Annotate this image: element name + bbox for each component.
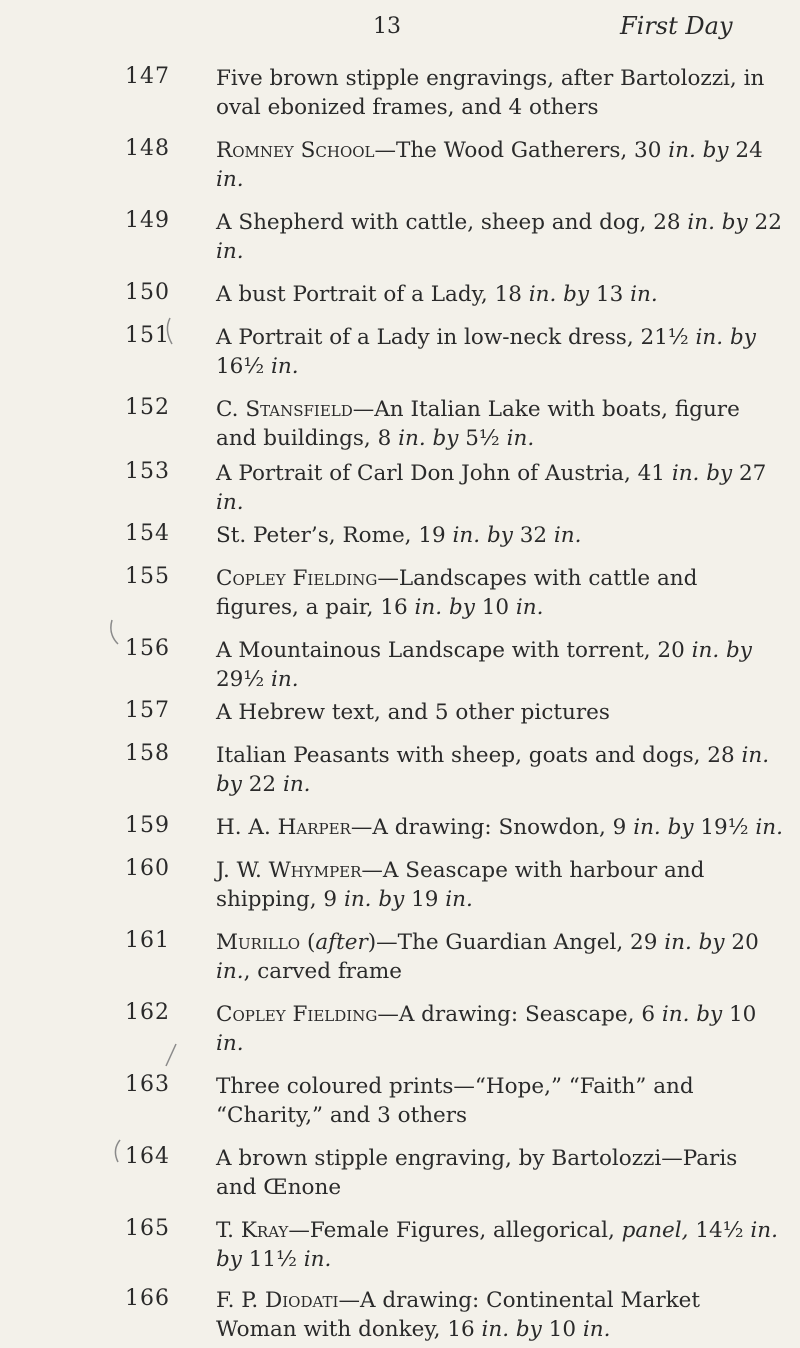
description-text: in. by: [687, 210, 748, 235]
description-text: Romney School: [216, 138, 375, 163]
description-text: —A drawing: Continental Market Woman with donkey, 16: [216, 1288, 700, 1342]
running-title: First Day: [620, 12, 733, 40]
description-text: 22: [747, 210, 782, 235]
lot-entry: [0, 1216, 800, 1274]
description-text: F. P. Diodati: [216, 1288, 339, 1313]
description-text: in.: [216, 959, 244, 984]
description-text: in.: [445, 887, 473, 912]
description-text: A Hebrew text, and 5 other pictures: [216, 700, 610, 725]
lot-number: 147: [125, 64, 170, 89]
description-text: 24: [728, 138, 763, 163]
description-text: A Portrait of Carl Don John of Austria, 41: [216, 461, 672, 486]
description-text: in. by: [664, 930, 725, 955]
description-text: in.: [271, 667, 299, 692]
lot-description: [216, 208, 784, 266]
description-text: in. by: [343, 887, 405, 912]
description-text: —Landscapes with cattle and figures, a pair, 16: [216, 566, 698, 620]
lot-entry: [0, 136, 800, 194]
description-text: Murillo: [216, 930, 301, 955]
description-text: in. by: [633, 815, 694, 840]
lot-description: [216, 459, 784, 517]
description-text: in. by: [661, 1002, 723, 1027]
lot-entry: [0, 1000, 800, 1058]
description-text: in.: [303, 1247, 332, 1272]
description-text: A bust Portrait of a Lady, 18: [216, 282, 529, 307]
description-text: Five brown stipple engravings, after Bartolozzi, in oval ebonized frames, and 4 others: [216, 66, 765, 120]
description-text: in. by: [216, 743, 770, 797]
lot-entry: [0, 208, 800, 266]
description-text: in.: [216, 167, 244, 192]
lot-description: [216, 323, 784, 381]
lot-number: 149: [125, 208, 170, 233]
lot-number: 165: [125, 1216, 170, 1241]
lot-description: [216, 1144, 784, 1202]
description-text: T. Kray: [216, 1218, 289, 1243]
description-text: in. by: [216, 1218, 778, 1272]
lot-description: [216, 1072, 784, 1130]
description-text: 10: [474, 595, 516, 620]
description-text: 29½: [216, 667, 272, 692]
lot-description: [216, 698, 784, 727]
description-text: —A Seascape with harbour and shipping, 9: [216, 858, 705, 912]
description-text: —A drawing: Seascape, 6: [377, 1002, 662, 1027]
description-text: in. by: [398, 426, 459, 451]
lot-description: [216, 1286, 784, 1344]
description-text: Italian Peasants with sheep, goats and dogs, 28: [216, 743, 742, 768]
description-text: after: [315, 930, 368, 955]
description-text: in.: [630, 282, 658, 307]
lot-number: 154: [125, 521, 170, 546]
description-text: panel,: [621, 1218, 689, 1243]
description-text: in. by: [452, 523, 513, 548]
lot-number: 148: [125, 136, 170, 161]
description-text: 19: [404, 887, 446, 912]
lot-entry: [0, 521, 800, 550]
description-text: J. W. Whymper: [216, 858, 362, 883]
description-text: —A drawing: Snowdon, 9: [350, 815, 634, 840]
lot-number: 153: [125, 459, 170, 484]
description-text: , carved frame: [243, 959, 402, 984]
lot-number: 152: [125, 395, 170, 420]
description-text: 10: [541, 1317, 583, 1342]
description-text: —Female Figures, allegorical,: [288, 1218, 622, 1243]
lot-description: [216, 856, 784, 914]
description-text: 5½: [458, 426, 507, 451]
description-text: 11½: [241, 1247, 304, 1272]
lot-number: 156: [125, 636, 170, 661]
lot-entry: [0, 698, 800, 727]
lot-entry: [0, 928, 800, 986]
lot-description: [216, 741, 784, 799]
description-text: in. by: [481, 1317, 542, 1342]
lot-number: 164: [125, 1144, 170, 1169]
description-text: in.: [582, 1317, 611, 1342]
lot-entry: [0, 1286, 800, 1344]
description-text: 19½: [693, 815, 756, 840]
lot-description: [216, 1216, 784, 1274]
description-text: in.: [755, 815, 783, 840]
lot-number: 151: [125, 323, 170, 348]
description-text: in.: [216, 239, 244, 264]
description-text: in.: [216, 1031, 244, 1056]
description-text: )—The Guardian Angel, 29: [367, 930, 665, 955]
lot-description: [216, 636, 784, 694]
lot-entry: [0, 813, 800, 842]
lot-entry: [0, 64, 800, 122]
description-text: 13: [589, 282, 631, 307]
description-text: 14½: [688, 1218, 751, 1243]
description-text: St. Peter’s, Rome, 19: [216, 523, 453, 548]
lot-entry: [0, 564, 800, 622]
lot-description: [216, 64, 784, 122]
lot-number: 166: [125, 1286, 170, 1311]
lot-number: 162: [125, 1000, 170, 1025]
lot-description: [216, 136, 784, 194]
description-text: in. by: [695, 325, 756, 350]
description-text: in. by: [671, 461, 733, 486]
description-text: Copley Fielding: [216, 566, 378, 591]
description-text: 10: [722, 1002, 757, 1027]
description-text: Copley Fielding: [216, 1002, 378, 1027]
lot-entry: [0, 1144, 800, 1202]
description-text: —An Italian Lake with boats, figure and buildings, 8: [216, 397, 740, 451]
description-text: in.: [271, 354, 299, 379]
description-text: in.: [553, 523, 582, 548]
lot-number: 159: [125, 813, 170, 838]
lot-entry: [0, 395, 800, 453]
lot-description: [216, 395, 784, 453]
page-header: [0, 8, 800, 48]
lot-number: 150: [125, 280, 170, 305]
lot-description: [216, 1000, 784, 1058]
lot-number: 158: [125, 741, 170, 766]
lot-entry: [0, 741, 800, 799]
lot-entry: [0, 280, 800, 309]
description-text: A Portrait of a Lady in low-neck dress, 21½: [216, 325, 696, 350]
description-text: in. by: [528, 282, 590, 307]
lot-description: [216, 280, 784, 309]
description-text: A Shepherd with cattle, sheep and dog, 28: [216, 210, 688, 235]
description-text: in. by: [668, 138, 729, 163]
description-text: C. Stansfield: [216, 397, 353, 422]
description-text: —The Wood Gatherers, 30: [374, 138, 669, 163]
lot-description: [216, 564, 784, 622]
description-text: Three coloured prints—“Hope,” “Faith” and “Charity,” and 3 others: [216, 1074, 694, 1128]
description-text: 22: [241, 772, 283, 797]
lot-entry: [0, 856, 800, 914]
lot-description: [216, 813, 784, 842]
lot-number: 161: [125, 928, 170, 953]
description-text: in.: [282, 772, 311, 797]
description-text: in.: [515, 595, 544, 620]
lot-number: 160: [125, 856, 170, 881]
description-text: A Mountainous Landscape with torrent, 20: [216, 638, 692, 663]
description-text: (: [300, 930, 316, 955]
description-text: in.: [506, 426, 535, 451]
lot-description: [216, 928, 784, 986]
lot-number: 157: [125, 698, 170, 723]
lot-number: 155: [125, 564, 170, 589]
lot-entry: [0, 459, 800, 517]
description-text: 20: [724, 930, 759, 955]
page-number: 13: [373, 14, 401, 39]
lot-number: 163: [125, 1072, 170, 1097]
description-text: H. A. Harper: [216, 815, 351, 840]
description-text: 16½: [216, 354, 272, 379]
lot-description: [216, 521, 784, 550]
description-text: 32: [512, 523, 554, 548]
description-text: in. by: [414, 595, 475, 620]
lot-entry: [0, 1072, 800, 1130]
lot-entry: [0, 636, 800, 694]
description-text: in.: [216, 490, 244, 515]
lot-list: [0, 52, 800, 1348]
lot-entry: [0, 323, 800, 381]
description-text: in. by: [691, 638, 752, 663]
description-text: 27: [732, 461, 767, 486]
description-text: A brown stipple engraving, by Bartolozzi—Paris and Œnone: [216, 1146, 738, 1200]
